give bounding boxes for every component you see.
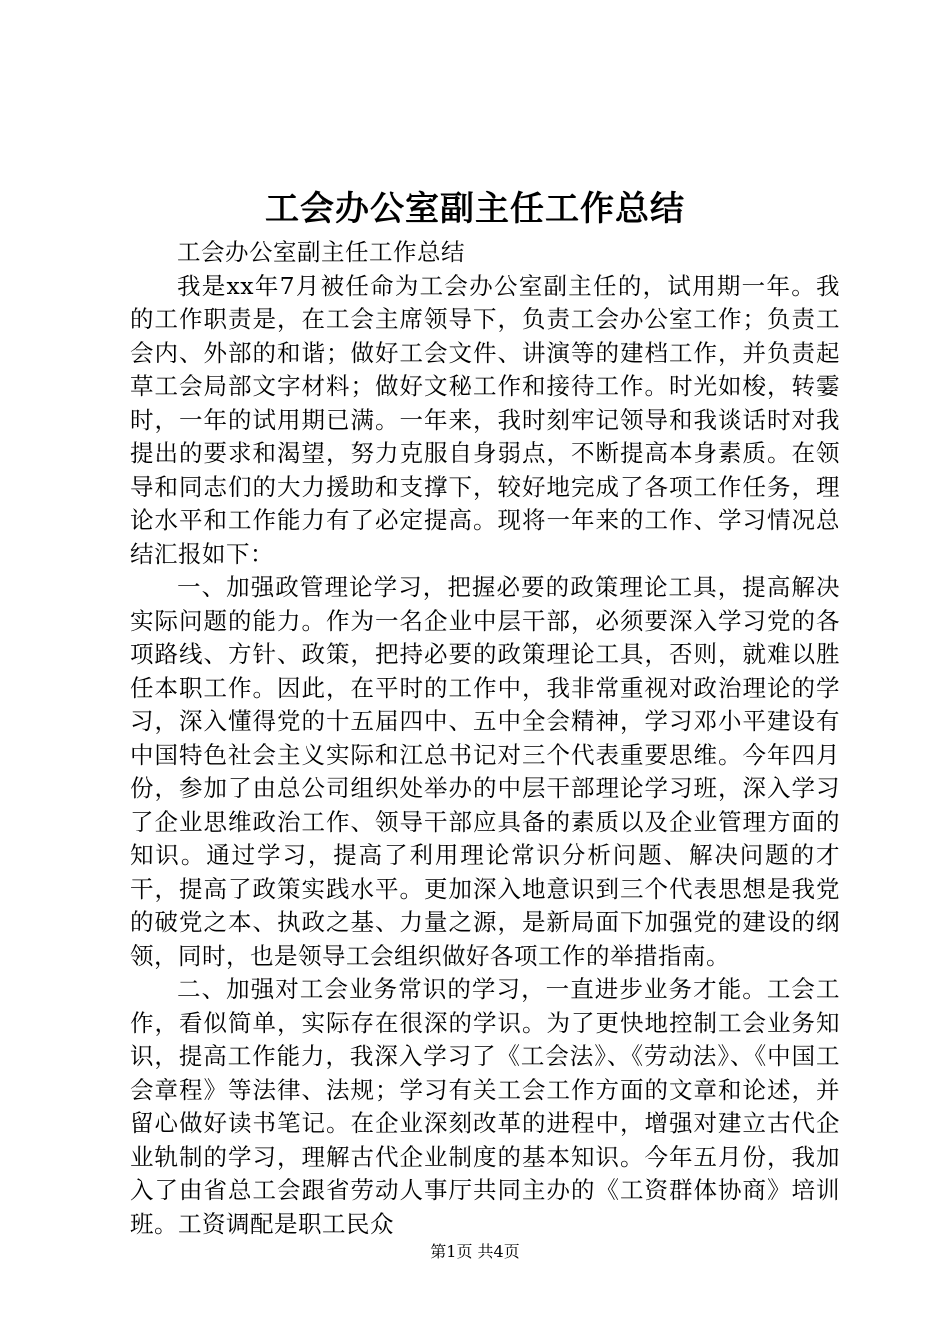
paragraph-intro: 我是xx年7月被任命为工会办公室副主任的，试用期一年。我的工作职责是，在工会主席领导下，负责工会办公室工作；负责工会内、外部的和谐；做好工会文件、讲演等的建档工作，并负责起草工会局部文字材料；做好文秘工作和接待工作。时光如梭，转霎时，一年的试用期已满。一年来，我时刻牢记领导和我谈话时对我提出的要求和渴望，努力克服自身弱点，不断提高本身素质。在领导和同志们的大力援助和支撑下，较好地完成了各项工作任务，理论水平和工作能力有了必定提高。现将一年来的工作、学习情况总结汇报如下： bbox=[130, 271, 840, 568]
document-title: 工会办公室副主任工作总结 bbox=[265, 189, 685, 229]
document-body bbox=[130, 236, 840, 1238]
paragraph-section-one: 一、加强政管理论学习，把握必要的政策理论工具，提高解决实际问题的能力。作为一名企业中层干部，必须要深入学习党的各项路线、方针、政策，把持必要的政策理论工具，否则，就难以胜任本职工作。因此，在平时的工作中，我非常重视对政治理论的学习，深入懂得党的十五届四中、五中全会精神，学习邓小平建设有中国特色社会主义实际和江总书记对三个代表重要思维。今年四月份，参加了由总公司组织处举办的中层干部理论学习班，深入学习了企业思维政治工作、领导干部应具备的素质以及企业管理方面的知识。通过学习，提高了利用理论常识分析问题、解决问题的才干，提高了政策实践水平。更加深入地意识到三个代表思想是我党的破党之本、执政之基、力量之源，是新局面下加强党的建设的纲领，同时，也是领导工会组织做好各项工作的举措指南。 bbox=[130, 573, 840, 970]
paragraph-subtitle: 工会办公室副主任工作总结 bbox=[177, 238, 465, 266]
paragraph-section-two: 二、加强对工会业务常识的学习，一直进步业务才能。工会工作，看似简单，实际存在很深的学识。为了更快地控制工会业务知识，提高工作能力，我深入学习了《工会法》、《劳动法》、《中国工会章程》等法律、法规；学习有关工会工作方面的文章和论述，并留心做好读书笔记。在企业深刻改革的进程中，增强对建立古代企业轨制的学习，理解古代企业制度的基本知识。今年五月份，我加入了由省总工会跟省劳动人事厅共同主办的《工资群体协商》培训班。工资调配是职工民众 bbox=[130, 975, 840, 1238]
page-number-footer: 第1页 共4页 bbox=[430, 1242, 520, 1261]
